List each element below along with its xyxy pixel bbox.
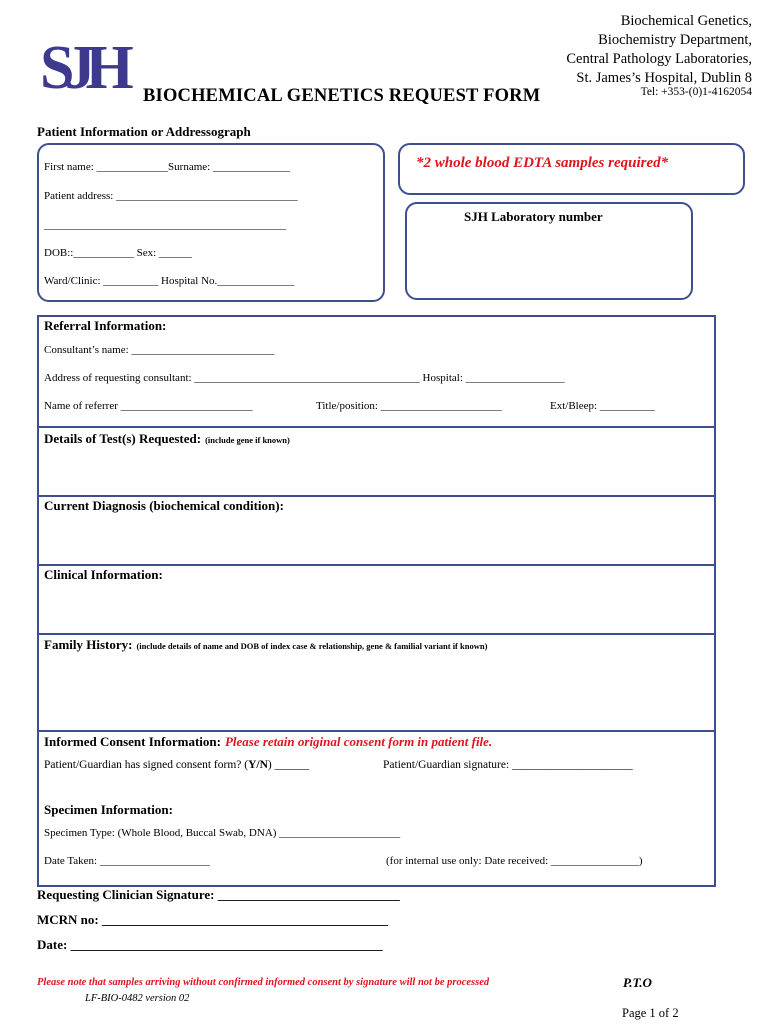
diagnosis-heading[interactable]: Current Diagnosis (biochemical condition):	[44, 498, 284, 513]
pto-label: P.T.O	[623, 975, 652, 990]
consent-yn: Y/N	[248, 759, 268, 771]
tests-note: (include gene if known)	[205, 435, 290, 445]
consent-note: Please retain original consent form in patient file.	[224, 734, 493, 749]
consultant-name-field[interactable]: Consultant’s name: __________________________	[44, 344, 275, 356]
family-history-section[interactable]	[44, 636, 487, 654]
tests-section[interactable]	[44, 430, 290, 448]
first-name-field[interactable]: First name: _____________Surname: ______________	[44, 161, 290, 173]
ward-hospital-field[interactable]: Ward/Clinic: __________ Hospital No.______________	[44, 275, 295, 287]
patient-info-heading: Patient Information or Addressograph	[37, 124, 251, 139]
divider	[37, 495, 714, 497]
consultant-address-field[interactable]: Address of requesting consultant: _________________________________________ Hospital: __________________	[44, 372, 565, 384]
version-label: LF-BIO-0482 version 02	[85, 993, 190, 1004]
lab-number-label: SJH Laboratory number	[464, 209, 603, 224]
family-heading: Family History:	[44, 637, 133, 652]
divider	[37, 730, 714, 732]
consent-signed-suffix: ) ______	[267, 759, 310, 771]
address-line: St. James’s Hospital, Dublin 8	[576, 70, 752, 86]
date-taken-field[interactable]: Date Taken: ____________________	[44, 855, 210, 867]
date-field[interactable]: Date: ________________________________________________	[37, 937, 383, 952]
mcrn-field[interactable]: MCRN no: ____________________________________________	[37, 912, 388, 927]
page-number: Page 1 of 2	[622, 1006, 679, 1020]
guardian-signature-field[interactable]: Patient/Guardian signature: _____________________	[383, 759, 633, 771]
consent-signed-prefix: Patient/Guardian has signed consent form? (	[44, 759, 249, 771]
address-line: Biochemical Genetics,	[620, 13, 752, 29]
family-note: (include details of name and DOB of index case & relationship, gene & familial variant if known)	[136, 641, 488, 651]
divider	[37, 426, 714, 428]
address-line: Central Pathology Laboratories,	[566, 51, 752, 67]
sjh-logo	[38, 30, 138, 100]
specimen-heading: Specimen Information:	[44, 802, 173, 817]
specimen-type-field[interactable]: Specimen Type: (Whole Blood, Buccal Swab, DNA) ______________________	[44, 827, 401, 839]
referral-heading: Referral Information:	[44, 318, 167, 333]
patient-address-line2[interactable]: ____________________________________________	[44, 219, 286, 231]
address-line: Biochemistry Department,	[598, 32, 752, 48]
logo-text: SJH	[40, 34, 124, 100]
lab-address	[566, 12, 752, 88]
divider	[37, 564, 714, 566]
referrer-name-field[interactable]: Name of referrer ________________________	[44, 400, 253, 412]
consent-header	[44, 733, 492, 751]
tests-heading: Details of Test(s) Requested:	[44, 431, 202, 446]
form-title: BIOCHEMICAL GENETICS REQUEST FORM	[143, 86, 541, 106]
consent-signed-field[interactable]	[44, 759, 309, 771]
telephone: Tel: +353-(0)1-4162054	[640, 86, 752, 98]
consent-heading: Informed Consent Information:	[44, 734, 221, 749]
title-position-field[interactable]: Title/position: ______________________	[316, 400, 502, 412]
ext-bleep-field[interactable]: Ext/Bleep: __________	[550, 400, 655, 412]
consent-warning: Please note that samples arriving without confirmed informed consent by signature will not be processed	[37, 977, 490, 988]
dob-sex-field[interactable]: DOB::___________ Sex: ______	[44, 247, 192, 259]
divider	[37, 633, 714, 635]
clinician-signature-field[interactable]: Requesting Clinician Signature: ____________________________	[37, 887, 400, 902]
samples-required-note: *2 whole blood EDTA samples required*	[416, 155, 669, 171]
date-received-field[interactable]: (for internal use only: Date received: ________________)	[386, 855, 643, 867]
patient-address-field[interactable]: Patient address: _________________________________	[44, 190, 298, 202]
clinical-heading[interactable]: Clinical Information:	[44, 567, 163, 582]
